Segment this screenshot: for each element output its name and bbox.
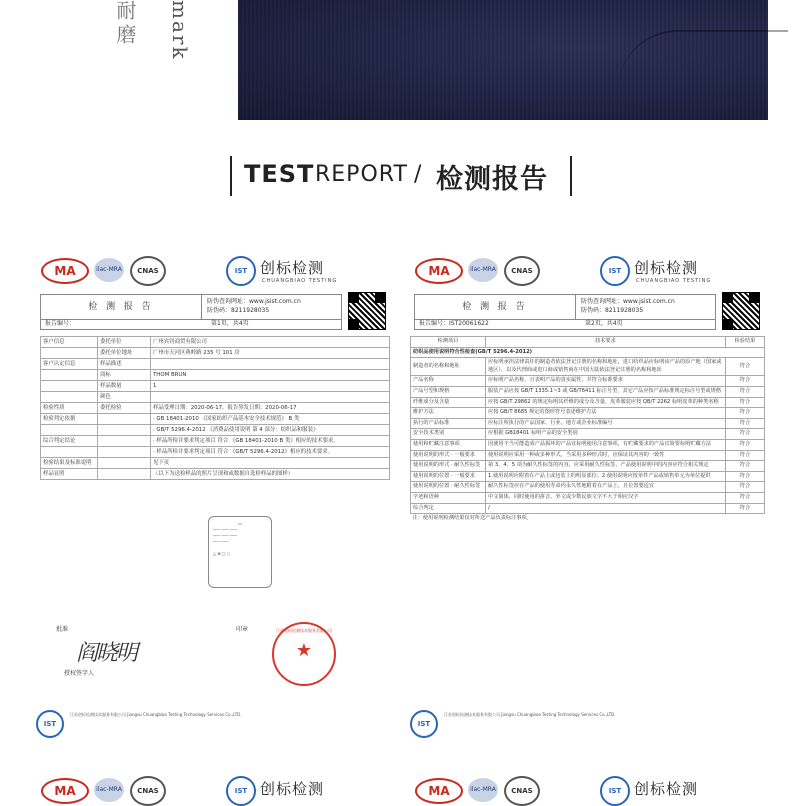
report-logos — [410, 248, 773, 290]
row-value: （以下为送检样品的照片呈现和或数据自选检样品的图样） — [151, 469, 390, 480]
star-icon: ★ — [295, 640, 313, 661]
row-field: 颜色 — [98, 392, 151, 403]
report-info-table — [40, 336, 390, 480]
ist-logo-icon: IST — [226, 256, 256, 286]
report-subheader — [40, 318, 342, 330]
inspection-results-table — [410, 336, 765, 524]
report-subheader — [414, 318, 716, 330]
verify-site: 防伪查询网址：www.jsist.com.cn — [207, 298, 301, 305]
row-value: · GB/T 5296.4-2012 《消费品使用说明 第 4 部分：纺织品和服装》 — [151, 425, 390, 436]
row-field: 商标 — [98, 370, 151, 381]
test-item: 使用说明的形式 · 耐久性标签 — [411, 461, 486, 472]
brand-name-cn: 创标检测 — [260, 259, 325, 277]
qr-code-icon — [348, 292, 386, 330]
row-value — [151, 359, 390, 370]
technical-requirement: 服装产品应按 GB/T 1335.1~3 或 GB/T6411 标注号型，其它产品应按产品标准规定标注号型或规格 — [486, 386, 726, 397]
test-item: 产品名称 — [411, 376, 486, 387]
test-item: 纤维成分及含量 — [411, 397, 486, 408]
title-test: TEST — [244, 160, 315, 188]
section-title — [0, 152, 800, 202]
approve-label: 批准 — [56, 626, 69, 633]
row-value — [151, 392, 390, 403]
feature-text-cn: 耐磨 — [113, 0, 137, 48]
technical-requirement: 第 3、4、5 项为耐久性标签的内容，应采用耐久性标签，产品使用说明中的内容应符合相关规定 — [486, 461, 726, 472]
feature-text-en: mark — [168, 0, 192, 61]
test-result: 符合 — [726, 439, 765, 450]
ist-footer-logo-icon: IST — [36, 710, 64, 738]
row-value: 1 — [151, 381, 390, 392]
row-field: 样品描述 — [98, 359, 151, 370]
title-report: REPORT — [315, 162, 408, 187]
qr-code-icon — [722, 292, 760, 330]
table-row — [41, 425, 390, 436]
test-result: 符合 — [726, 482, 765, 493]
table-row — [411, 492, 765, 503]
report-title: 检 测 报 告 — [415, 295, 576, 319]
cnas-logo-icon: CNAS — [504, 256, 540, 286]
table-row — [411, 461, 765, 472]
technical-requirement: 应根据 GB18401 标明产品的安全类别 — [486, 429, 726, 440]
row-category: 检验判定依据 — [41, 414, 98, 425]
table-row — [41, 469, 390, 480]
ilac-logo-icon: ilac-MRA — [94, 258, 124, 282]
table-row — [41, 436, 390, 447]
table-row — [411, 471, 765, 482]
test-result: 符合 — [726, 492, 765, 503]
row-value: 广州宾钊商贸有限公司 — [151, 337, 390, 348]
row-category: 综合判定结论 — [41, 436, 98, 447]
row-category — [41, 381, 98, 392]
footer-text: 江苏创标检测技术服务有限公司 Jiangsu Chuangbiao Testing Technology Services Co.,LTD. — [444, 712, 616, 717]
report-no-label: 报告编号： — [45, 320, 76, 327]
cnas-logo-icon: CNAS — [130, 256, 166, 286]
technical-requirement: / — [486, 503, 726, 514]
table-row — [411, 386, 765, 397]
row-field: 委托检验 — [98, 403, 151, 414]
title-cn: 检测报告 — [436, 164, 548, 195]
ist-logo-icon: IST — [226, 776, 256, 806]
brand-name-en: CHUANGBIAO TESTING — [262, 278, 338, 284]
row-field — [98, 425, 151, 436]
table-row — [411, 376, 765, 387]
column-header: 检测项目 — [411, 337, 486, 348]
stamp-text: 江苏创标检测技术服务有限公司 — [276, 628, 332, 633]
row-value: 样品受理日期：2020-06-17，报告签发日期：2020-06-17 — [151, 403, 390, 414]
report-logos — [36, 248, 399, 290]
cnas-logo-icon: CNAS — [130, 776, 166, 806]
note-text: 注：使用说明检测结果仅对所送产品负责标注事项。 — [412, 515, 532, 522]
test-item: 使用说明的位置 · 一般要求 — [411, 471, 486, 482]
ma-logo-icon: MA — [41, 778, 89, 804]
table-row — [411, 408, 765, 419]
table-row — [411, 397, 765, 408]
test-result: 符合 — [726, 397, 765, 408]
test-report-page-2 — [410, 248, 773, 758]
row-field — [98, 458, 151, 469]
test-result: 符合 — [726, 429, 765, 440]
report-footer — [410, 710, 773, 736]
verify-site: 防伪查询网址：www.jsist.com.cn — [581, 298, 675, 305]
table-row — [411, 418, 765, 429]
test-item: 安全技术类别 — [411, 429, 486, 440]
row-value: THOM BRUN — [151, 370, 390, 381]
table-row — [41, 392, 390, 403]
section-row — [411, 347, 765, 358]
title-bar-left — [230, 156, 232, 196]
test-item: 综合判定 — [411, 503, 486, 514]
brand-name-cn: 创标检测 — [634, 259, 699, 277]
test-result: 符合 — [726, 408, 765, 419]
signature: 阎晓明 — [76, 641, 137, 666]
verify-code: 防伪码：8211928035 — [207, 307, 270, 314]
row-field — [98, 436, 151, 447]
test-result: 符合 — [726, 450, 765, 461]
ma-logo-icon: MA — [415, 258, 463, 284]
row-value: · 样品所检并要求判定项目 符合 《GB 18401-2010 B 类》相应的技术要求。 — [151, 436, 390, 447]
technical-requirement: 应标注所执行的产品国家、行业、地方或企业标准编号 — [486, 418, 726, 429]
row-category — [41, 447, 98, 458]
row-value: · 样品所检并要求判定项目 符合 《GB/T 5296.4-2012》相应的技术要求。 — [151, 447, 390, 458]
technical-requirement: 应按 GB/T 8685 规定的图形符号表述维护方法 — [486, 408, 726, 419]
ist-logo-icon: IST — [600, 256, 630, 286]
row-value: 见下页 — [151, 458, 390, 469]
row-category: 客户认定信息 — [41, 359, 98, 370]
ist-logo-icon: IST — [600, 776, 630, 806]
technical-requirement: 耐久性标签应在产品的使用寿命内永久性地附着在产品上，且位置要适宜 — [486, 482, 726, 493]
table-row — [411, 482, 765, 493]
table-header-row — [411, 337, 765, 348]
table-row — [411, 429, 765, 440]
page-number: 第1页，共4页 — [211, 320, 249, 327]
ilac-logo-icon: ilac-MRA — [94, 778, 124, 802]
brand-name-en: CHUANGBIAO TESTING — [636, 278, 712, 284]
row-field: 委托单位地址 — [98, 348, 151, 359]
table-row — [41, 458, 390, 469]
report-header — [40, 294, 342, 320]
report-title: 检 测 报 告 — [41, 295, 202, 319]
row-category — [41, 370, 98, 381]
test-item: 使用说明的位置 · 耐久性标签 — [411, 482, 486, 493]
report-no: IST20061622 — [449, 320, 489, 327]
test-result: 符合 — [726, 386, 765, 397]
row-category: 检验性质 — [41, 403, 98, 414]
row-value: 广州市天河区燕岭路 235 号 101 房 — [151, 348, 390, 359]
test-result: 符合 — [726, 358, 765, 376]
technical-requirement: 应标明产品名称，且表明产品的真实属性，并符合标准要求 — [486, 376, 726, 387]
test-result: 符合 — [726, 418, 765, 429]
report-footer — [36, 710, 399, 736]
table-row — [41, 381, 390, 392]
table-row — [41, 348, 390, 359]
test-result: 符合 — [726, 471, 765, 482]
column-header: 技术要求 — [486, 337, 726, 348]
ilac-logo-icon: ilac-MRA — [468, 258, 498, 282]
row-category: 检验结果及标准说明 — [41, 458, 98, 469]
row-category — [41, 425, 98, 436]
column-header: 检验结果 — [726, 337, 765, 348]
row-field — [98, 447, 151, 458]
table-row — [411, 450, 765, 461]
ilac-logo-icon: ilac-MRA — [468, 778, 498, 802]
verify-code: 防伪码：8211928035 — [581, 307, 644, 314]
technical-requirement: 1.使用说明应附着在产品上或包装上的明显部位；2.使用说明应按单件产品或销售单元为单位提供 — [486, 471, 726, 482]
title-slash: / — [414, 162, 423, 187]
stamp-label: 印章 — [236, 626, 249, 633]
test-item: 使用说明的形式 · 一般要求 — [411, 450, 486, 461]
technical-requirement: 应标明承担法律责任的制造者依法登记注册的名称和地址，进口纺织品应标明该产品的原产地（国家或地区），以及代理商或进口商或销售商在中国大陆依法登记注册的名称和地址 — [486, 358, 726, 376]
technical-requirement: 因使用不当可能造成产品损坏的产品宜标明使用注意事项，有贮藏要求的产品宜简要标明贮藏方法 — [486, 439, 726, 450]
test-result: 符合 — [726, 461, 765, 472]
table-row — [411, 358, 765, 376]
note-row — [411, 514, 765, 524]
ma-logo-icon: MA — [415, 778, 463, 804]
test-report-page-1 — [36, 248, 399, 758]
row-category — [41, 392, 98, 403]
test-item: 产品号型和规格 — [411, 386, 486, 397]
footer-text: 江苏创标检测技术服务有限公司 Jiangsu Chuangbiao Testing Technology Services Co.,LTD. — [70, 712, 242, 717]
table-row — [411, 439, 765, 450]
title-bar-right — [570, 156, 572, 196]
test-result: 符合 — [726, 503, 765, 514]
table-row — [41, 337, 390, 348]
cnas-logo-icon: CNAS — [504, 776, 540, 806]
signer-label: 授权签字人 — [64, 670, 95, 677]
next-report-header — [36, 776, 399, 800]
report-header — [414, 294, 716, 320]
official-stamp — [272, 622, 336, 686]
ist-footer-logo-icon: IST — [410, 710, 438, 738]
test-item: 执行的产品标准 — [411, 418, 486, 429]
table-row — [41, 403, 390, 414]
table-row — [41, 414, 390, 425]
table-row — [41, 359, 390, 370]
row-category: 样品显照 — [41, 469, 98, 480]
test-item: 制造者的名称和地址 — [411, 358, 486, 376]
technical-requirement: 应按 GB/T 29862 的规定标明其纤维的成分及含量，皮革服装应按 QB/T 2262 标明皮革的种类名称 — [486, 397, 726, 408]
ma-logo-icon: MA — [41, 258, 89, 284]
row-category — [41, 348, 98, 359]
table-row — [41, 447, 390, 458]
test-item: 使用和贮藏注意事项 — [411, 439, 486, 450]
test-item: 维护方法 — [411, 408, 486, 419]
report-no-label: 报告编号： — [419, 320, 450, 327]
row-field: 委托单位 — [98, 337, 151, 348]
sample-label-image: ▭ ─── ─── ─── ─── ─── ─── ─── ─── △ ⊠ ◻ ○ — [208, 516, 272, 588]
section-title: 纺织品使用说明符合性检查(GB/T 5296.4-2012) — [411, 347, 765, 358]
page-number: 第2页，共4页 — [585, 320, 623, 327]
row-value: · GB 18401-2010 《国家纺织产品基本安全技术规范》 B 类 — [151, 414, 390, 425]
technical-requirement: 使用说明应采用一种或多种形式，当采用多种形式时，应保证其内容的一致性 — [486, 450, 726, 461]
row-field: 样品数量 — [98, 381, 151, 392]
row-category: 客户信息 — [41, 337, 98, 348]
brand-name-cn: 创标检测 — [260, 780, 325, 798]
table-row — [41, 370, 390, 381]
brand-name-cn: 创标检测 — [634, 780, 699, 798]
test-result: 符合 — [726, 376, 765, 387]
row-field — [98, 414, 151, 425]
technical-requirement: 中文简体，同时使用的拼音、外文或少数民族文字不大于相应汉字 — [486, 492, 726, 503]
fabric-photo — [238, 0, 768, 120]
table-row — [411, 503, 765, 514]
row-field — [98, 469, 151, 480]
next-report-header — [410, 776, 773, 800]
product-banner — [0, 0, 800, 120]
test-item: 字迹和语种 — [411, 492, 486, 503]
